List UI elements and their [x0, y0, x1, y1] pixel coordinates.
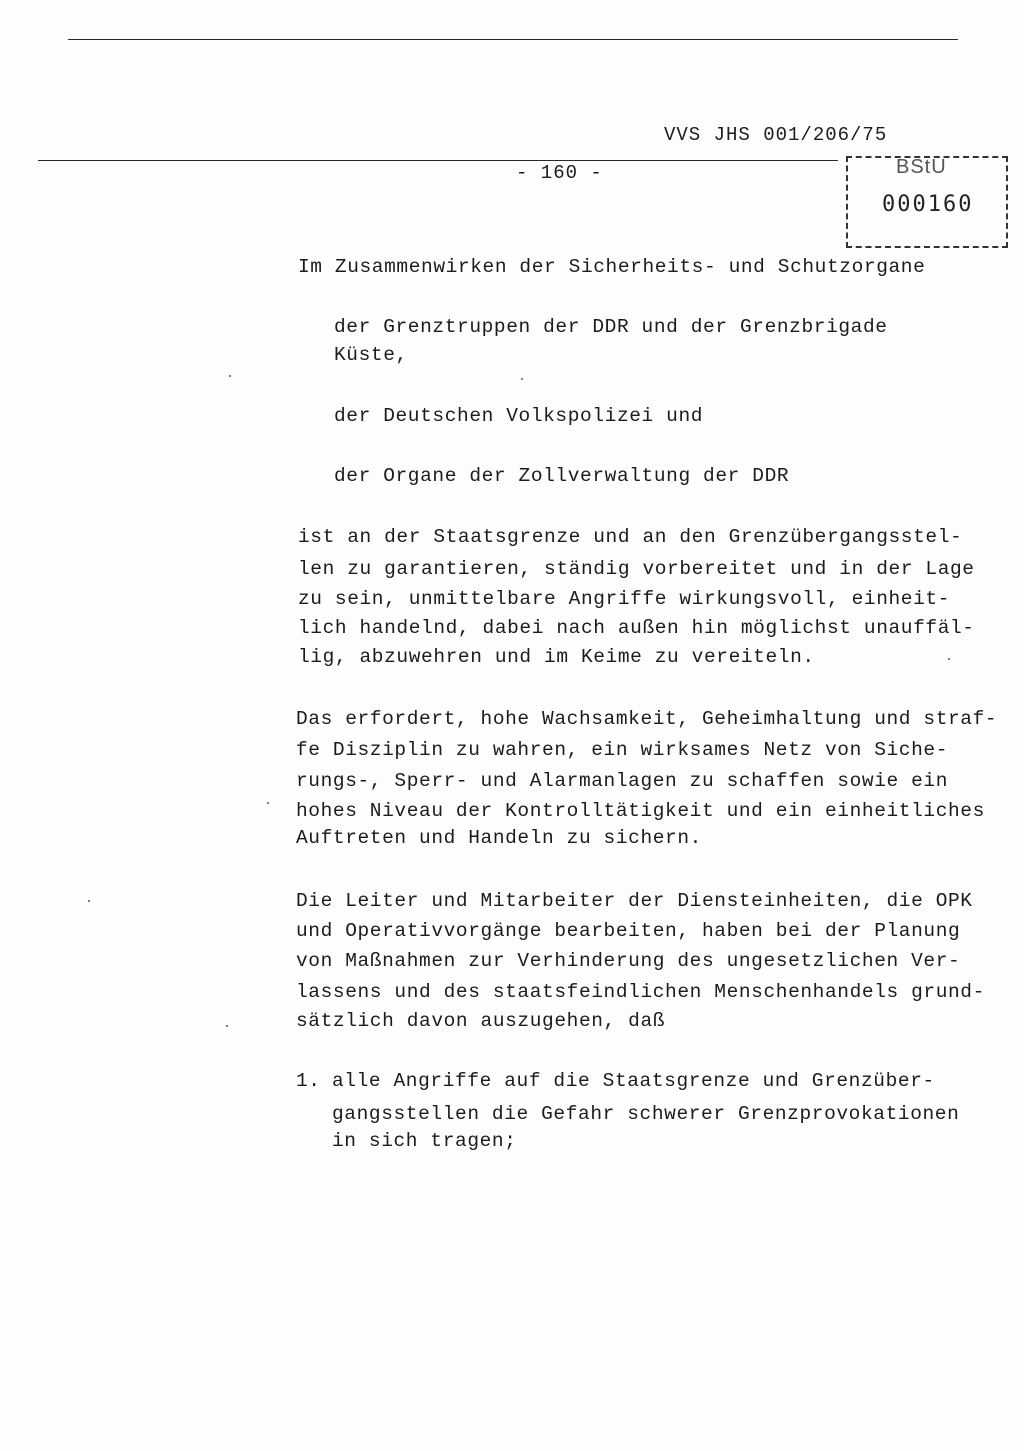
organ-line: der Organe der Zollverwaltung der DDR — [334, 465, 790, 487]
scan-speck — [267, 802, 269, 804]
list-item-line: alle Angriffe auf die Staatsgrenze und Grenzüber- — [332, 1070, 935, 1092]
paragraph-2-line: Auftreten und Handeln zu sichern. — [296, 827, 702, 849]
paragraph-2-line: hohes Niveau der Kontrolltätigkeit und ein einheitliches — [296, 800, 985, 822]
header-rule — [38, 160, 838, 161]
paragraph-1-line: lich handelnd, dabei nach außen hin möglichst unauffäl- — [298, 617, 975, 639]
archive-stamp — [846, 156, 1008, 248]
organ-line: Küste, — [334, 344, 408, 366]
paragraph-3-line: sätzlich davon auszugehen, daß — [296, 1010, 666, 1032]
list-item-line: in sich tragen; — [332, 1130, 517, 1152]
organ-line: der Deutschen Volkspolizei und — [334, 405, 704, 427]
paragraph-2-line: Das erfordert, hohe Wachsamkeit, Geheimhaltung und straf- — [296, 708, 998, 730]
scan-speck — [521, 378, 523, 380]
top-rule — [68, 39, 958, 40]
stamp-number: 000160 — [882, 192, 974, 217]
paragraph-3-line: von Maßnahmen zur Verhinderung des ungesetzlichen Ver- — [296, 950, 961, 972]
stamp-title: BStU — [896, 156, 947, 178]
scan-speck — [226, 1025, 228, 1027]
scan-speck — [229, 375, 231, 377]
scan-speck — [88, 900, 90, 902]
paragraph-3-line: und Operativvorgänge bearbeiten, haben bei der Planung — [296, 920, 961, 942]
organ-line: der Grenztruppen der DDR und der Grenzbrigade — [334, 316, 888, 338]
paragraph-2-line: rungs-, Sperr- und Alarmanlagen zu schaffen sowie ein — [296, 770, 949, 792]
paragraph-1-line: len zu garantieren, ständig vorbereitet und in der Lage — [298, 558, 975, 580]
document-reference: VVS JHS 001/206/75 — [664, 124, 888, 146]
paragraph-1-line: lig, abzuwehren und im Keime zu vereiteln. — [298, 646, 815, 668]
page-number: - 160 - — [516, 162, 603, 184]
intro-line: Im Zusammenwirken der Sicherheits- und Schutzorgane — [298, 256, 926, 278]
list-item-line: gangsstellen die Gefahr schwerer Grenzprovokationen — [332, 1103, 960, 1125]
paragraph-3-line: lassens und des staatsfeindlichen Menschenhandels grund- — [296, 981, 985, 1003]
paragraph-1-line: zu sein, unmittelbare Angriffe wirkungsvoll, einheit- — [298, 588, 951, 610]
paragraph-1-line: ist an der Staatsgrenze und an den Grenzübergangsstel- — [298, 526, 963, 548]
paragraph-2-line: fe Disziplin zu wahren, ein wirksames Netz von Siche- — [296, 739, 949, 761]
scan-speck — [948, 658, 950, 660]
paragraph-3-line: Die Leiter und Mitarbeiter der Diensteinheiten, die OPK — [296, 890, 973, 912]
list-marker: 1. — [296, 1070, 321, 1092]
